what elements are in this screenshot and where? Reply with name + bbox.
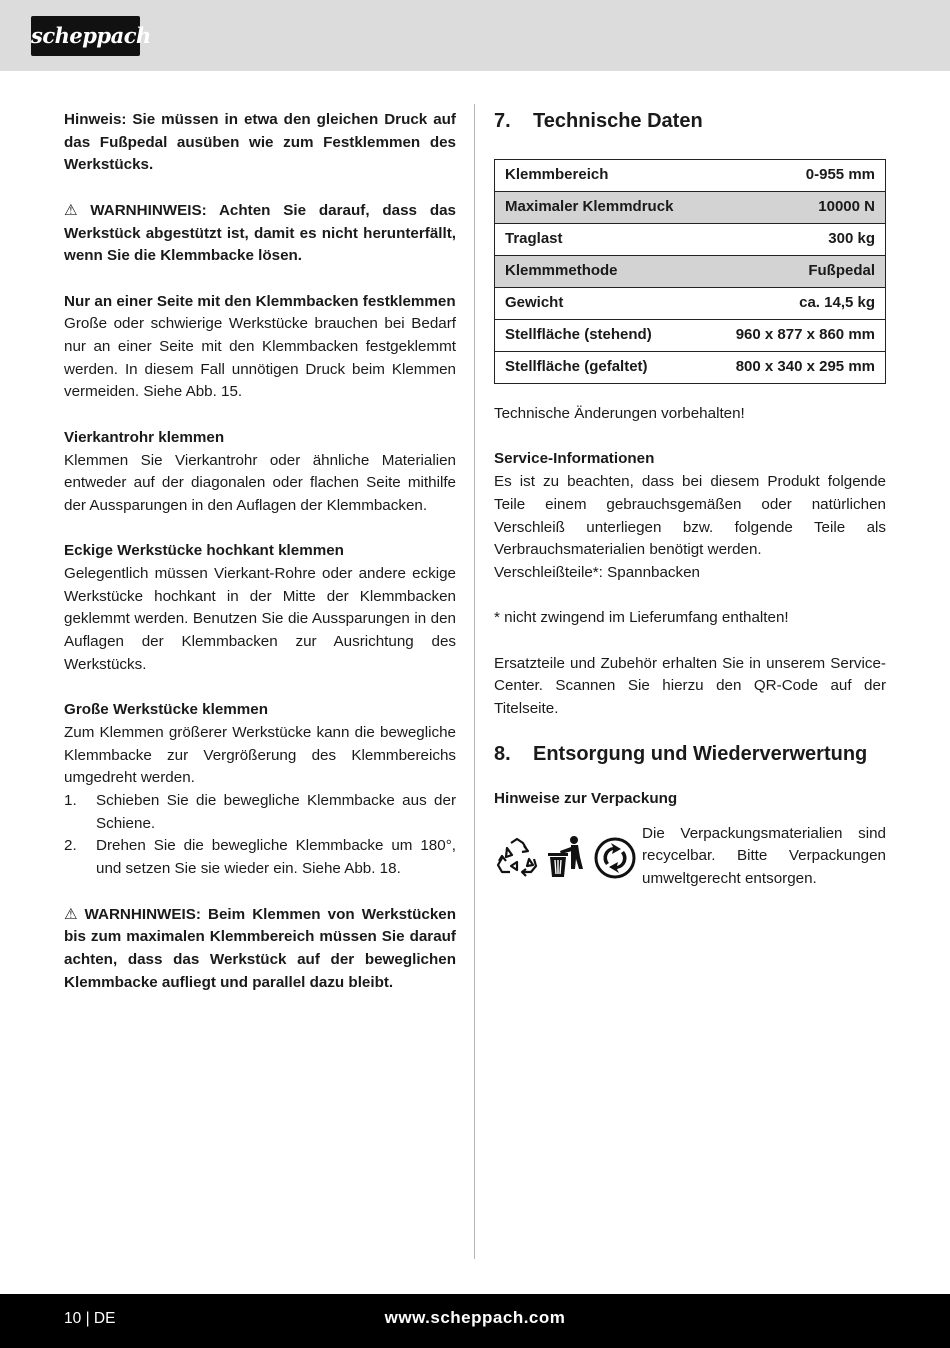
warning-support-workpiece: ⚠ WARNHINWEIS: Achten Sie darauf, dass das Werkstück abgestützt ist, damit es nicht herunterfällt, wenn Sie die Klemmbacke lösen.: [64, 201, 457, 265]
list-item: 1. Schieben Sie die bewegliche Klemmbacke aus der Schiene.: [64, 792, 456, 832]
edgewise-body: Gelegentlich müssen Vierkant-Rohre oder andere eckige Werkstücke hochkant in der Mitte der Klemmbacken geklemmt werden. Benutzen Sie die Aussparungen in den Auflagen der Klemmbacken zur Ausrichtung des Werkstücks.: [64, 565, 456, 673]
table-row: Klemmbereich 0-955 mm: [495, 160, 886, 192]
one-side-body: Große oder schwierige Werkstücke brauchen bei Bedarf nur an einer Seite mit den Klemmbacken festgeklemmt werden. In diesem Fall unnötigen Druck beim Klemmen vermeiden. Siehe Abb. 15.: [64, 315, 456, 401]
warning-icon: ⚠: [64, 201, 87, 219]
footnote: * nicht zwingend im Lieferumfang enthalten!: [494, 609, 789, 627]
square-tube-body: Klemmen Sie Vierkantrohr oder ähnliche Materialien entweder auf der diagonalen oder flachen Seite mithilfe der Aussparungen in den Auflagen der Klemmbacken.: [64, 451, 456, 514]
page-number: 10 | DE: [64, 1310, 116, 1327]
section-7-title: 7. Technische Daten: [494, 110, 703, 132]
list-item: 2. Drehen Sie die bewegliche Klemmbacke um 180°, und setzen Sie sie wieder ein. Siehe Abb. 18.: [64, 837, 456, 878]
packaging-heading: Hinweise zur Verpackung: [494, 789, 678, 807]
changes-note: Technische Änderungen vorbehalten!: [494, 405, 745, 422]
large-workpieces-steps: [64, 790, 456, 881]
packaging-info: [494, 823, 886, 891]
scheppach-logo: scheppach: [31, 16, 140, 56]
packaging-text: Die Verpackungsmaterialien sind recycelbar. Bitte Verpackungen umweltgerecht entsorgen.: [642, 824, 886, 887]
edgewise-heading: Eckige Werkstücke hochkant klemmen: [64, 542, 344, 560]
large-workpieces-body: Zum Klemmen größerer Werkstücke kann die bewegliche Klemmbacke zur Vergrößerung des Klemmbereichs umgedreht werden.: [64, 723, 456, 787]
trash-bin-icon: [546, 835, 586, 881]
table-row: Gewicht ca. 14,5 kg: [495, 288, 886, 320]
page-footer: [0, 1294, 950, 1348]
spec-table: [494, 159, 886, 384]
one-side-heading: Nur an einer Seite mit den Klemmbacken festklemmen: [64, 292, 456, 310]
service-body: Es ist zu beachten, dass bei diesem Produkt folgende Teile einem gebrauchsgemäßen oder natürlichen Verschleiß unterliegen bzw. folgende Teile als Verbrauchsmaterialien benötigt werden.: [494, 473, 886, 559]
square-tube-heading: Vierkantrohr klemmen: [64, 428, 225, 446]
warning-icon: ⚠: [64, 905, 81, 923]
recycle-icon: [494, 835, 540, 881]
green-dot-icon: [592, 835, 638, 881]
column-divider: [474, 104, 475, 1259]
table-row: Maximaler Klemmdruck 10000 N: [495, 192, 886, 224]
warning-max-range: ⚠ WARNHINWEIS: Beim Klemmen von Werkstücken bis zum maximalen Klemmbereich müssen Sie darauf achten, dass das Werkstück auf der beweglichen Klemmbacke aufliegt und parallel dazu bleibt.: [64, 905, 456, 991]
large-workpieces-heading: Große Werkstücke klemmen: [64, 701, 268, 719]
right-column: [494, 109, 886, 891]
table-row: Klemmmethode Fußpedal: [495, 256, 886, 288]
pressure-note: Hinweis: Sie müssen in etwa den gleichen Druck auf das Fußpedal ausüben wie zum Festklemmen des Werkstücks.: [64, 111, 456, 174]
website-link[interactable]: www.scheppach.com: [384, 1308, 566, 1327]
wear-parts: Verschleißteile*: Spannbacken: [494, 563, 701, 581]
spare-parts-note: Ersatzteile und Zubehör erhalten Sie in unserem Service-Center. Scannen Sie hierzu den QR-Code auf der Titelseite.: [494, 654, 886, 718]
service-heading: Service-Informationen: [494, 450, 655, 468]
left-column: [64, 109, 456, 994]
disposal-icons: [494, 823, 642, 891]
table-row: Traglast 300 kg: [495, 224, 886, 256]
page-header: [0, 0, 950, 71]
table-row: Stellfläche (stehend) 960 x 877 x 860 mm: [495, 320, 886, 352]
table-row: Stellfläche (gefaltet) 800 x 340 x 295 mm: [495, 352, 886, 384]
section-8-title: 8. Entsorgung und Wiederverwertung: [494, 742, 868, 765]
